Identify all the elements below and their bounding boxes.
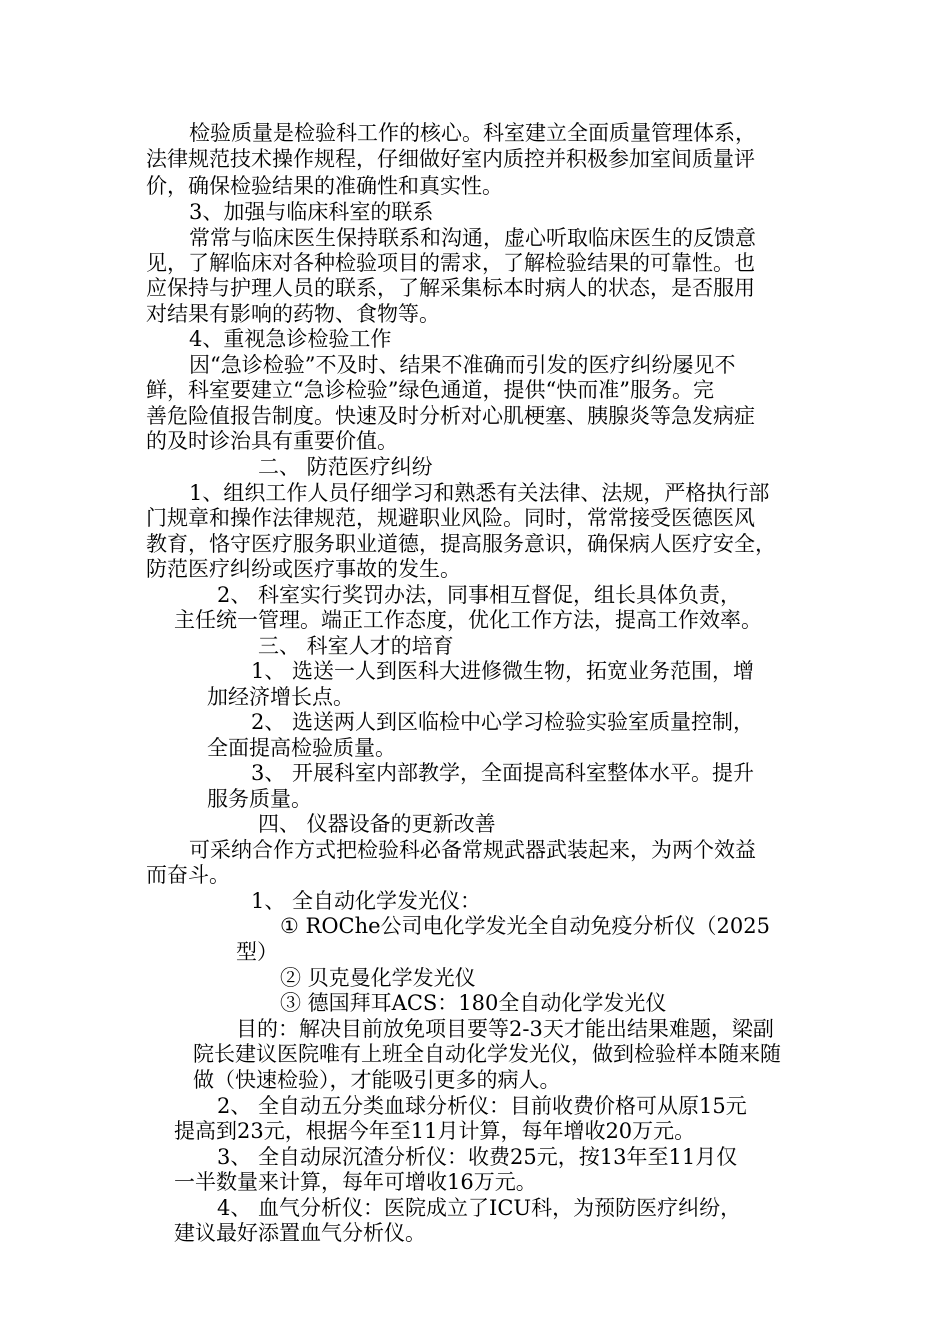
list-item: ③ 德国拜耳ACS：180全自动化学发光仪 [280,991,667,1015]
section-heading: 二、 防范医疗纠纷 [258,455,433,479]
text-line: 目的：解决目前放免项目要等2-3天才能出结果难题，梁副 [236,1017,774,1041]
text-line: 的及时诊治具有重要价值。 [146,429,398,453]
text-line: 提高到23元，根据今年至11月计算，每年增收20万元。 [174,1119,696,1143]
text-line: 一半数量来计算，每年可增收16万元。 [174,1170,537,1194]
text-line: 防范医疗纠纷或医疗事故的发生。 [146,557,461,581]
text-line: 1、 选送一人到医科大进修微生物，拓宽业务范围，增 [251,659,755,683]
text-line: 法律规范技术操作规程，仔细做好室内质控并积极参加室间质量评 [146,147,755,171]
heading-line: 4、重视急诊检验工作 [189,327,392,351]
text-line: 2、 科室实行奖罚办法，同事相互督促，组长具体负责， [217,583,742,607]
text-line: 2、 选送两人到区临检中心学习检验实验室质量控制， [251,710,755,734]
text-line: 全面提高检验质量。 [207,736,396,760]
list-item: ② 贝克曼化学发光仪 [280,966,476,990]
text-line: 型） [236,940,278,964]
list-item: ① ROChe公司电化学发光全自动免疫分析仪（2025 [280,914,770,938]
text-line: 善危险值报告制度。快速及时分析对心肌梗塞、胰腺炎等急发病症 [146,404,755,428]
text-line: 而奋斗。 [146,863,230,887]
text-line: 院长建议医院唯有上班全自动化学发光仪，做到检验样本随来随 [193,1042,781,1066]
text-line: 鲜，科室要建立“急诊检验”绿色通道，提供“快而准”服务。完 [146,378,714,402]
text-line: 1、 全自动化学发光仪： [251,889,482,913]
text-line: 见，了解临床对各种检验项目的需求，了解检验结果的可靠性。也 [146,251,755,275]
text-line: 门规章和操作法律规范，规避职业风险。同时，常常接受医德医风 [146,506,755,530]
text-line: 服务质量。 [207,787,312,811]
text-line: 常常与临床医生保持联系和沟通，虚心听取临床医生的反馈意 [189,226,756,250]
text-line: 3、 全自动尿沉渣分析仪：收费25元，按13年至11月仅 [217,1145,738,1169]
text-line: 教育，恪守医疗服务职业道德，提高服务意识，确保病人医疗安全， [146,532,776,556]
text-line: 对结果有影响的药物、食物等。 [146,302,440,326]
text-line: 2、 全自动五分类血球分析仪：目前收费价格可从原15元 [217,1094,747,1118]
text-line: 加经济增长点。 [207,685,354,709]
text-line: 1、组织工作人员仔细学习和熟悉有关法律、法规，严格执行部 [189,481,770,505]
text-line: 价，确保检验结果的准确性和真实性。 [146,174,503,198]
heading-line: 3、加强与临床科室的联系 [189,200,434,224]
section-heading: 四、 仪器设备的更新改善 [258,812,496,836]
text-line: 应保持与护理人员的联系，了解采集标本时病人的状态，是否服用 [146,276,755,300]
text-line: 3、 开展科室内部教学，全面提高科室整体水平。提升 [251,761,755,785]
text-line: 可采纳合作方式把检验科必备常规武器武装起来，为两个效益 [189,838,756,862]
text-line: 做（快速检验），才能吸引更多的病人。 [193,1068,561,1092]
text-line: 4、 血气分析仪：医院成立了ICU科，为预防医疗纠纷， [217,1196,742,1220]
text-line: 建议最好添置血气分析仪。 [174,1221,426,1245]
text-line: 检验质量是检验科工作的核心。科室建立全面质量管理体系， [189,121,756,145]
text-line: 主任统一管理。端正工作态度，优化工作方法，提高工作效率。 [174,608,762,632]
text-line: 因“急诊检验”不及时、结果不准确而引发的医疗纠纷屡见不 [189,353,736,377]
section-heading: 三、 科室人才的培育 [258,634,454,658]
